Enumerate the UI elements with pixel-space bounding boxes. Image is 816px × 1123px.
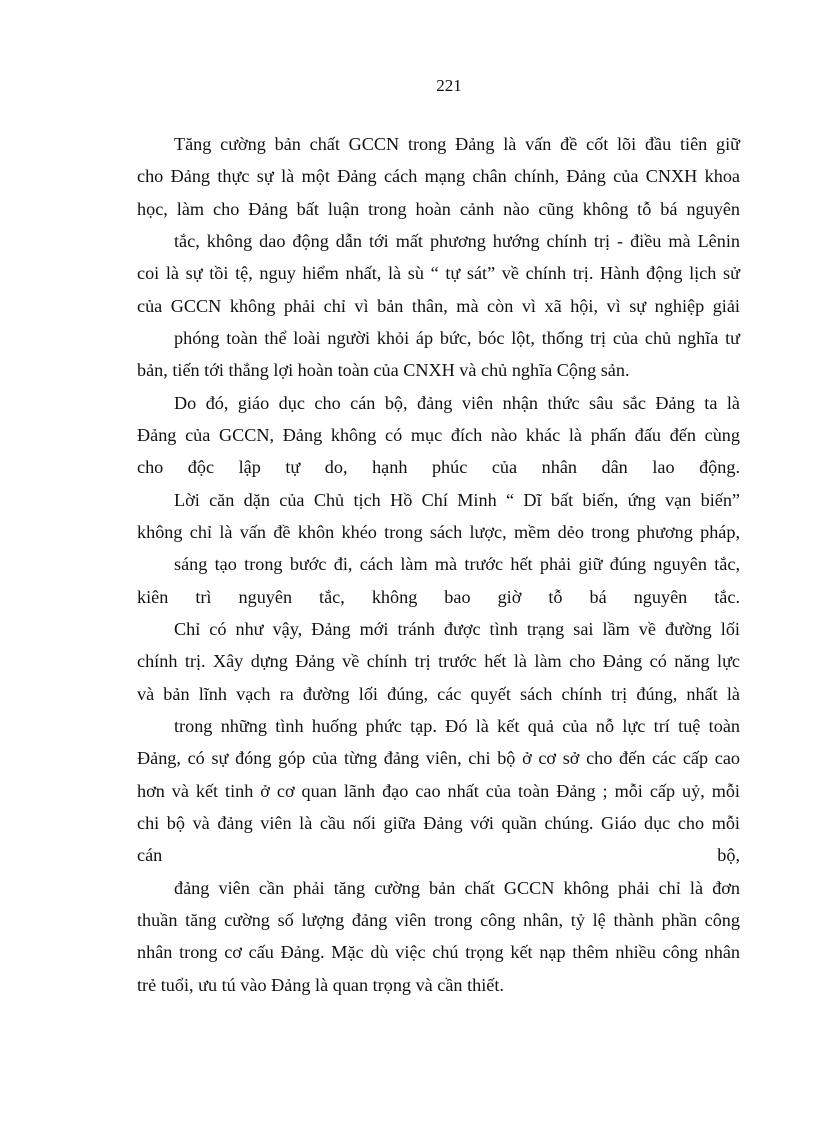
text-line: Chỉ có như vậy, Đảng mới tránh được tình trạng sai lầm về đường lối bbox=[174, 619, 740, 639]
text-line: trong những tình huống phức tạp. Đó là kết quả của nỗ lực trí tuệ toàn bbox=[174, 716, 740, 736]
text-line: chính trị. Xây dựng Đảng về chính trị trước hết là làm cho Đảng có năng lực bbox=[137, 651, 740, 671]
text-line: và bản lĩnh vạch ra đường lối đúng, các quyết sách chính trị đúng, nhất là bbox=[137, 684, 740, 704]
text-line: Lời căn dặn của Chủ tịch Hồ Chí Minh “ Dĩ bất biến, ứng vạn biến” bbox=[174, 490, 740, 510]
text-line: cán bộ, bbox=[137, 845, 740, 865]
text-line: nhân trong cơ cấu Đảng. Mặc dù việc chú trọng kết nạp thêm nhiều công nhân bbox=[137, 942, 740, 962]
text-line: cho Đảng thực sự là một Đảng cách mạng chân chính, Đảng của CNXH khoa bbox=[137, 166, 740, 186]
text-line: kiên trì nguyên tắc, không bao giờ tỗ bá nguyên tắc. bbox=[137, 587, 740, 607]
text-line: học, làm cho Đảng bất luận trong hoàn cảnh nào cũng không tỗ bá nguyên bbox=[137, 199, 740, 219]
text-line: tắc, không dao động dẫn tới mất phương hướng chính trị - điều mà Lênin bbox=[174, 231, 740, 251]
text-line: coi là sự tồi tệ, nguy hiểm nhất, là sù “ tự sát” về chính trị. Hành động lịch sử bbox=[137, 263, 740, 283]
text-line: bản, tiến tới thắng lợi hoàn toàn của CNXH và chủ nghĩa Cộng sản. bbox=[137, 360, 630, 380]
text-line: cho độc lập tự do, hạnh phúc của nhân dân lao động. bbox=[137, 457, 740, 477]
text-line: chi bộ và đảng viên là cầu nối giữa Đảng với quần chúng. Giáo dục cho mỗi bbox=[137, 813, 740, 833]
text-line: đảng viên cần phải tăng cường bản chất GCCN không phải chỉ là đơn bbox=[174, 878, 740, 898]
text-line: Đảng của GCCN, Đảng không có mục đích nào khác là phấn đấu đến cùng bbox=[137, 425, 740, 445]
text-line: thuần tăng cường số lượng đảng viên trong công nhân, tỷ lệ thành phần công bbox=[137, 910, 740, 930]
text-line: hơn và kết tinh ở cơ quan lãnh đạo cao nhất của toàn Đảng ; mỗi cấp uỷ, mỗi bbox=[137, 781, 740, 801]
text-line: sáng tạo trong bước đi, cách làm mà trước hết phải giữ đúng nguyên tắc, bbox=[174, 554, 740, 574]
text-line: trẻ tuổi, ưu tú vào Đảng là quan trọng và cần thiết. bbox=[137, 975, 504, 995]
text-line: Do đó, giáo dục cho cán bộ, đảng viên nhận thức sâu sắc Đảng ta là bbox=[174, 393, 740, 413]
text-line: của GCCN không phải chỉ vì bản thân, mà còn vì xã hội, vì sự nghiệp giải bbox=[137, 296, 740, 316]
text-line: không chỉ là vấn đề khôn khéo trong sách lược, mềm dẻo trong phương pháp, bbox=[137, 522, 740, 542]
text-line: Đảng, có sự đóng góp của từng đảng viên, chi bộ ở cơ sở cho đến các cấp cao bbox=[137, 748, 740, 768]
text-line: phóng toàn thể loài người khỏi áp bức, bóc lột, thống trị của chủ nghĩa tư bbox=[174, 328, 740, 348]
text-line: Tăng cường bản chất GCCN trong Đảng là vấn đề cốt lõi đầu tiên giữ bbox=[174, 134, 740, 154]
page-number: 221 bbox=[436, 76, 462, 95]
